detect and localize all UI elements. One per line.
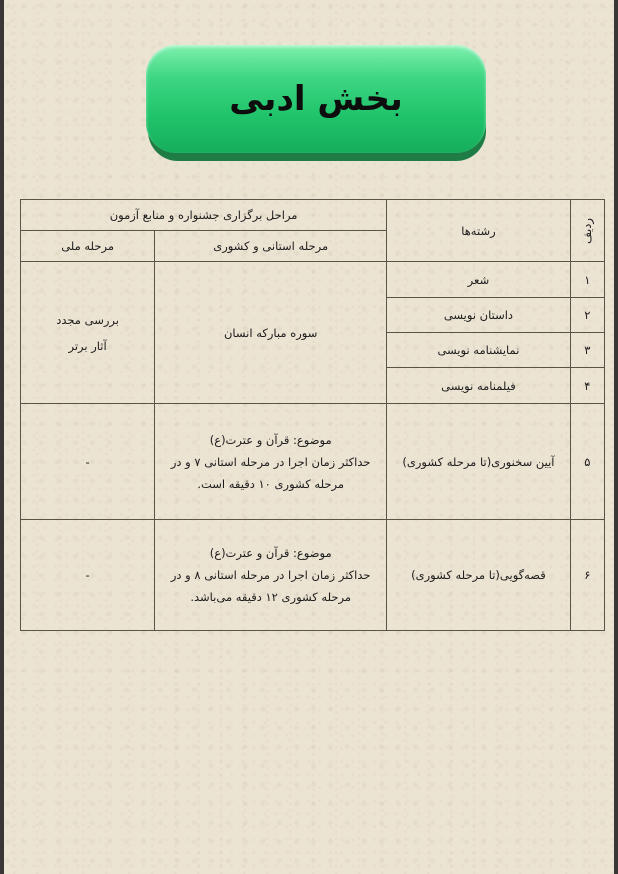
- group1-national-line1: بررسی مجدد: [56, 312, 119, 327]
- header-index-label: ردیف: [580, 217, 595, 244]
- group1-national-line2: آثار برتر: [68, 338, 107, 353]
- row5-time-line2: مرحله کشوری ۱۰ دقیقه است.: [197, 476, 344, 491]
- row5-topic: موضوع: قرآن و عترت(ع): [209, 432, 332, 447]
- row6-topic: موضوع: قرآن و عترت(ع): [209, 546, 332, 561]
- header-national: مرحله ملی: [21, 231, 155, 262]
- row-field: فیلمنامه نویسی: [387, 368, 571, 404]
- group1-provincial: سوره مبارکه انسان: [155, 262, 387, 404]
- section-title-banner: [146, 45, 488, 161]
- row5-national: -: [21, 404, 155, 520]
- table-row: [21, 404, 605, 520]
- row6-national: -: [21, 520, 155, 631]
- header-stages: مراحل برگزاری جشنواره و منابع آزمون: [21, 200, 387, 231]
- row6-time-line1: حداکثر زمان اجرا در مرحله استانی ۸ و در: [170, 568, 371, 583]
- table-row: [21, 262, 605, 297]
- header-field: رشته‌ها: [387, 200, 571, 262]
- row-number: ۶: [570, 520, 604, 631]
- row-number: ۴: [570, 368, 604, 404]
- competition-table: [20, 199, 605, 631]
- section-title: بخش ادبی: [229, 79, 403, 119]
- row-field: داستان نویسی: [387, 297, 571, 332]
- row-field: شعر: [387, 262, 571, 297]
- row-number: ۱: [570, 262, 604, 297]
- row6-time-line2: مرحله کشوری ۱۲ دقیقه می‌باشد.: [190, 590, 351, 605]
- row-field: قصه‌گویی(تا مرحله کشوری): [387, 520, 571, 631]
- row6-provincial: [155, 520, 387, 631]
- row5-provincial: [155, 404, 387, 520]
- document-page: [4, 0, 614, 874]
- title-banner: [146, 45, 486, 153]
- table-row: [21, 520, 605, 631]
- row-field: نمایشنامه نویسی: [387, 332, 571, 367]
- row5-time-line1: حداکثر زمان اجرا در مرحله استانی ۷ و در: [170, 454, 371, 469]
- row-number: ۲: [570, 297, 604, 332]
- header-provincial: مرحله استانی و کشوری: [155, 231, 387, 262]
- row-number: ۳: [570, 332, 604, 367]
- group1-national: [21, 262, 155, 404]
- row-number: ۵: [570, 404, 604, 520]
- row-field: آیین سخنوری(تا مرحله کشوری): [387, 404, 571, 520]
- header-index: [570, 200, 604, 262]
